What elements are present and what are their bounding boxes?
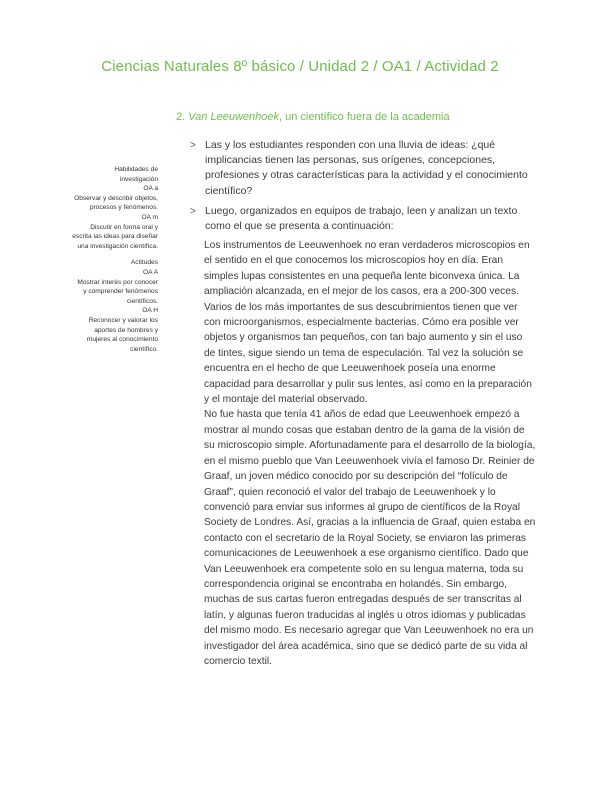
sidebar-line: y comprender fenómenos <box>83 288 158 296</box>
sidebar-line: Discutir en forma oral y <box>90 223 158 231</box>
sidebar-line: una investigación científica. <box>77 242 158 250</box>
instruction-item <box>190 138 530 199</box>
sidebar-line: procesos y fenómenos. <box>89 204 158 212</box>
sidebar-line: científico. <box>130 345 158 353</box>
section-number: 2. <box>176 111 186 123</box>
sidebar-line: Mostrar interés por conocer <box>77 278 158 286</box>
section-title <box>176 111 450 123</box>
instruction-item <box>190 204 530 234</box>
sidebar-line: aportes de hombres y <box>94 326 158 334</box>
sidebar-line: mujeres al conocimiento <box>86 336 158 344</box>
sidebar-line: Reconocer y valorar los <box>88 316 158 324</box>
instruction-text: Luego, organizados en equipos de trabajo, leen y analizan un texto como el que se presenta a continuación: <box>205 204 518 233</box>
sidebar-line: Habilidades de <box>114 166 158 173</box>
chevron-right-icon: > <box>190 205 196 217</box>
sidebar-line: científicos. <box>126 297 158 305</box>
sidebar-spacer <box>60 251 158 258</box>
sidebar-line: OA H <box>142 307 158 315</box>
reading-paragraph: No fue hasta que tenía 41 años de edad que Leeuwenhoek empezó a mostrar al mundo cosas que estaban dentro de la gama de la visión de su microscopio simple. Afortunadamente para el desarrollo de la biología, en el mismo pueblo que Van Leeuwenhoek vivía el famoso Dr. Reinier de Graaf, un joven médico conocido por su descripción del “folículo de Graaf”, quien reconoció el valor del trabajo de Leeuwenhoek y lo convenció para enviar sus informes al grupo de científicos de la Royal Society de Londres. Así, gracias a la influencia de Graaf, quien estaba en contacto con el secretario de la Royal Society, se enviaron las primeras comunicaciones de Leeuwenhoek a ese organismo científico. Dado que Van Leeuwenhoek era competente solo en su lengua materna, toda su correspondencia original se encontraba en holandés. Sin embargo, muchas de sus cartas fueron entregadas después de ser transcritas al latín, y algunas fueron traducidas al inglés u otros idiomas y publicadas del mismo modo. Es necesario agregar que Van Leeuwenhoek no era un investigador del área académica, sino que se dedicó parte de su vida al comercio textil. <box>204 409 536 667</box>
sidebar-line: Observar y describir objetos, <box>74 194 158 202</box>
learning-objectives-sidebar <box>60 165 158 354</box>
sidebar-line: investigación <box>119 175 158 183</box>
sidebar-line: OA m <box>141 213 158 221</box>
section-title-rest: , un científico fuera de la academia <box>278 111 450 123</box>
sidebar-line: OA a <box>143 185 158 193</box>
sidebar-line: escrita las ideas para diseñar <box>72 233 158 241</box>
sidebar-line: OA A <box>142 268 158 276</box>
sidebar-line: Actitudes <box>130 259 158 267</box>
reading-paragraph: Los instrumentos de Leeuwenhoek no eran verdaderos microscopios en el sentido en el que conocemos los microscopios hoy en día. Eran simples lupas consistentes en una pequeña lente biconvexa única. La ampliación alcanzada, en el mejor de los casos, era a 200-300 veces. Varios de los más importantes de sus descubrimientos tienen que ver con microorganismos, especialmente bacterias. Cómo era posible ver objetos y organismos tan pequeños, con tan bajo aumento y sin el uso de tintes, sigue siendo un tema de especulación. Tal vez la solución se encuentra en el hecho de que Leeuwenhoek poseía una enorme capacidad para desarrollar y pulir sus lentes, así como en la preparación y el montaje del material observado. <box>204 240 532 406</box>
instruction-text: Las y los estudiantes responden con una lluvia de ideas: ¿qué implicancias tienen las personas, sus orígenes, concepciones, profesiones y otras características para la actividad y el conocimiento científico? <box>205 139 528 197</box>
section-title-italic: Van Leeuwenhoek <box>188 111 279 123</box>
chevron-right-icon: > <box>190 140 196 151</box>
instructions-list <box>190 138 530 239</box>
reading-passage <box>204 238 536 669</box>
page-header-title: Ciencias Naturales 8º básico / Unidad 2 / OA1 / Actividad 2 <box>101 58 499 75</box>
